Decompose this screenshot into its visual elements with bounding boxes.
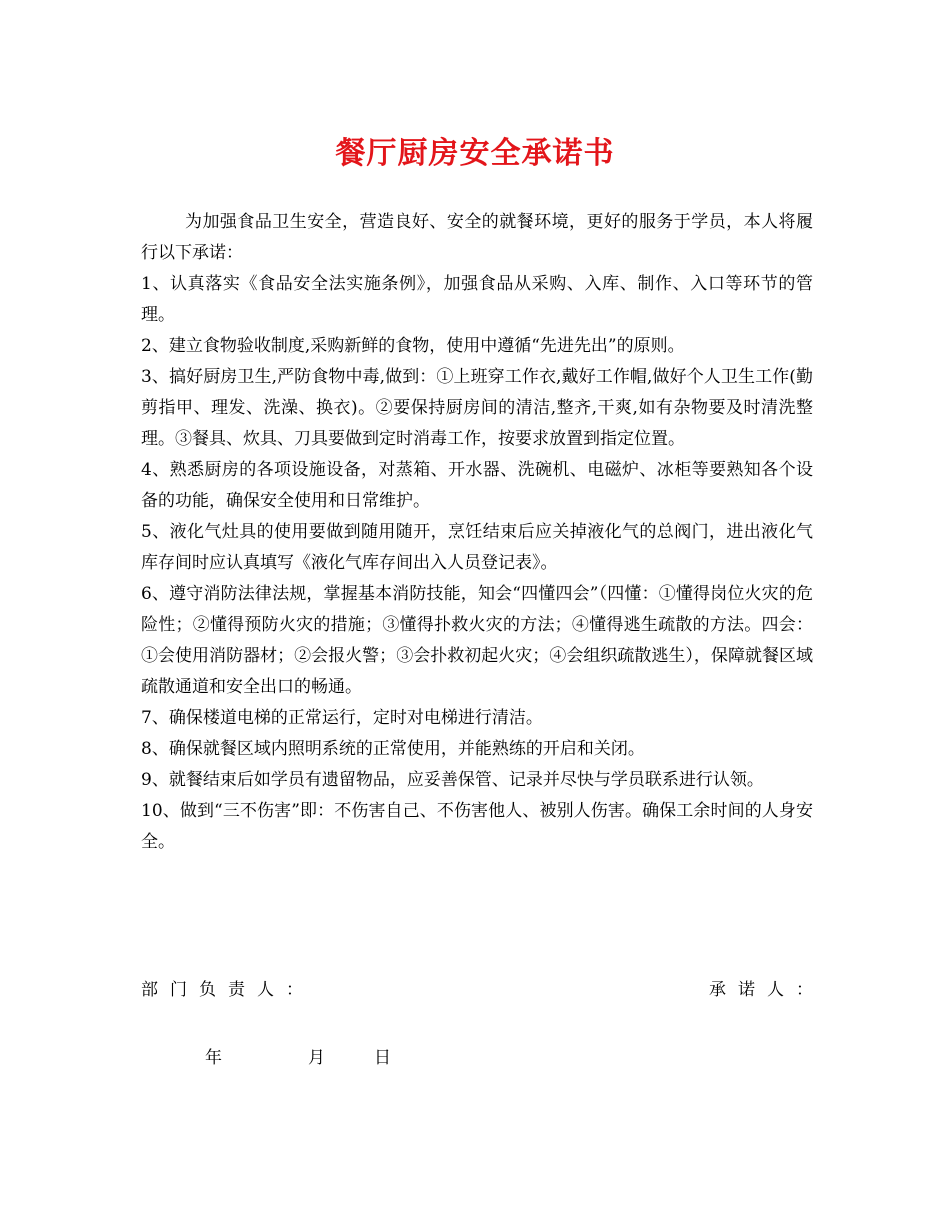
commitment-item-4: 4、熟悉厨房的各项设施设备，对蒸箱、开水器、洗碗机、电磁炉、冰柜等要熟知各个设备的功能，确保安全使用和日常维护。 bbox=[141, 460, 813, 511]
intro-paragraph: 为加强食品卫生安全，营造良好、安全的就餐环境，更好的服务于学员，本人将履行以下承诺： bbox=[141, 212, 813, 263]
date-day-label: 日 bbox=[374, 1048, 391, 1068]
commitment-item-9: 9、就餐结束后如学员有遗留物品，应妥善保管、记录并尽快与学员联系进行认领。 bbox=[141, 770, 764, 790]
commitment-item-5: 5、液化气灶具的使用要做到随用随开，烹饪结束后应关掉液化气的总阀门，进出液化气库存间时应认真填写《液化气库存间出入人员登记表》。 bbox=[141, 522, 813, 573]
promisor-label: 承诺人： bbox=[709, 980, 825, 1000]
date-year-label: 年 bbox=[205, 1048, 222, 1068]
signature-row bbox=[141, 975, 825, 1006]
commitment-item-2: 2、建立食物验收制度,采购新鲜的食物，使用中遵循“先进先出”的原则。 bbox=[141, 336, 685, 356]
commitment-item-10: 10、做到“三不伤害”即：不伤害自己、不伤害他人、被别人伤害。确保工余时间的人身安全。 bbox=[141, 801, 813, 852]
date-month-label: 月 bbox=[308, 1048, 325, 1068]
commitment-item-7: 7、确保楼道电梯的正常运行，定时对电梯进行清洁。 bbox=[141, 708, 543, 728]
document-body bbox=[141, 207, 813, 858]
commitment-item-1: 1、认真落实《食品安全法实施条例》，加强食品从采购、入库、制作、入口等环节的管理。 bbox=[141, 274, 813, 325]
commitment-item-3: 3、搞好厨房卫生,严防食物中毒,做到：①上班穿工作衣,戴好工作帽,做好个人卫生工作(勤剪指甲、理发、洗澡、换衣)。②要保持厨房间的清洁,整齐,干爽,如有杂物要及时清洗整理。③餐具、炊具、刀具要做到定时消毒工作，按要求放置到指定位置。 bbox=[141, 367, 813, 449]
commitment-item-6: 6、遵守消防法律法规，掌握基本消防技能，知会“四懂四会”（四懂：①懂得岗位火灾的危险性；②懂得预防火灾的措施；③懂得扑救火灾的方法；④懂得逃生疏散的方法。四会：①会使用消防器材；②会报火警；③会扑救初起火灾；④会组织疏散逃生），保障就餐区域疏散通道和安全出口的畅通。 bbox=[141, 584, 813, 697]
commitment-item-8: 8、确保就餐区域内照明系统的正常使用，并能熟练的开启和关闭。 bbox=[141, 739, 645, 759]
document-title: 餐厅厨房安全承诺书 bbox=[335, 136, 615, 171]
department-head-label: 部门负责人： bbox=[141, 980, 315, 1000]
